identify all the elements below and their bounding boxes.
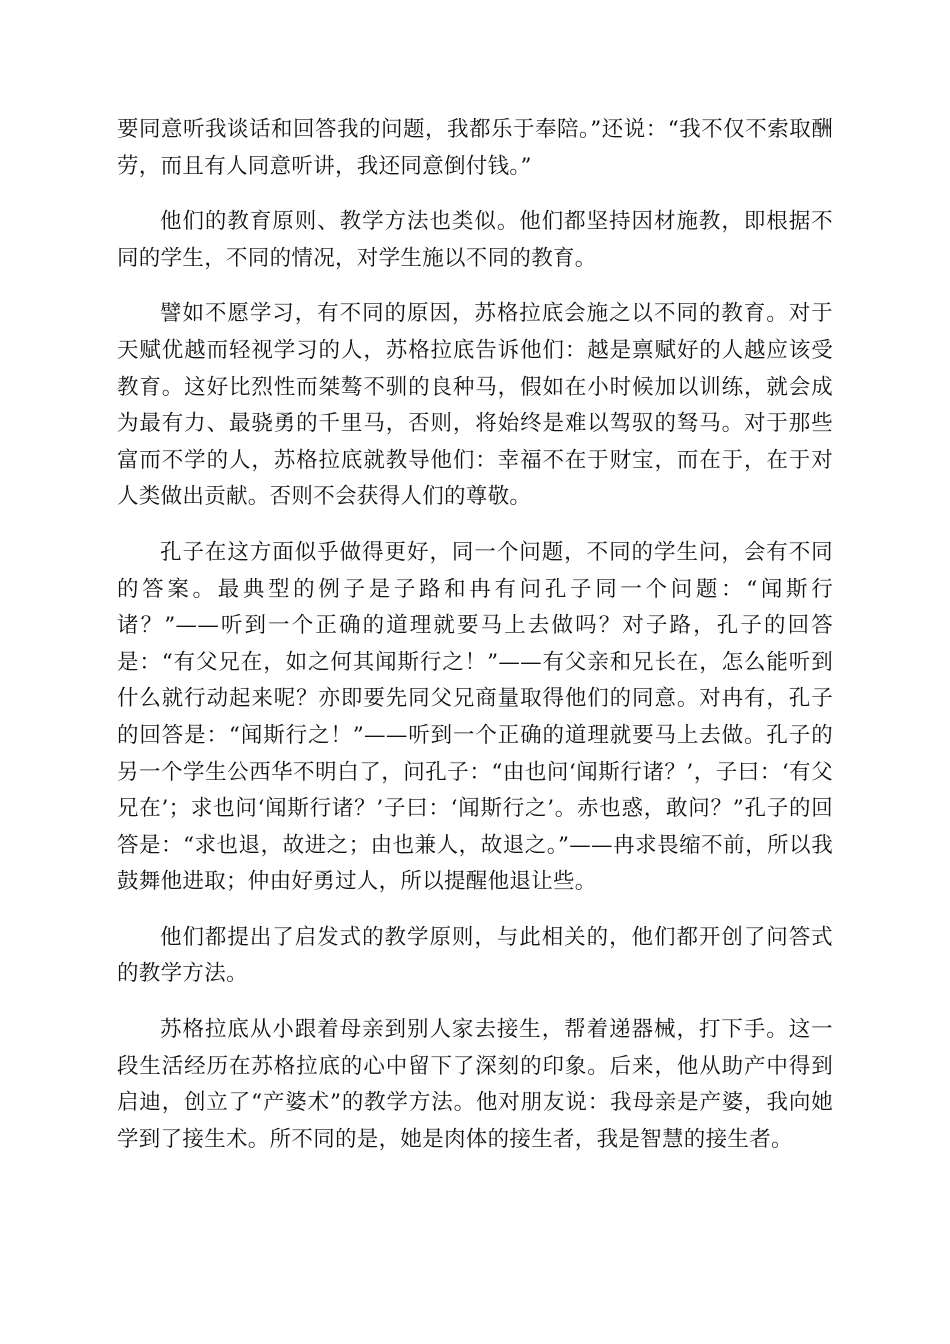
paragraph-2: 他们的教育原则、教学方法也类似。他们都坚持因材施教，即根据不同的学生，不同的情况，对学生施以不同的教育。: [117, 209, 833, 271]
paragraph-3: 譬如不愿学习，有不同的原因，苏格拉底会施之以不同的教育。对于天赋优越而轻视学习的人，苏格拉底告诉他们：越是禀赋好的人越应该受教育。这好比烈性而桀骜不驯的良种马，假如在小时候加以训练，就会成为最有力、最骁勇的千里马，否则，将始终是难以驾驭的驽马。对于那些富而不学的人，苏格拉底就教导他们：幸福不在于财宝，而在于，在于对人类做出贡献。否则不会获得人们的尊敬。: [117, 301, 833, 510]
paragraph-5: 他们都提出了启发式的教学原则，与此相关的，他们都开创了问答式的教学方法。: [117, 924, 833, 987]
paragraph-4: 孔子在这方面似乎做得更好，同一个问题，不同的学生问，会有不同的答案。最典型的例子是子路和冉有问孔子同一个问题：“闻斯行诸？”——听到一个正确的道理就要马上去做吗？对子路，孔子的回答是：“有父兄在，如之何其闻斯行之！”——有父亲和兄长在，怎么能听到什么就行动起来呢？亦即要先同父兄商量取得他们的同意。对冉有，孔子的回答是：“闻斯行之！”——听到一个正确的道理就要马上去做。孔子的另一个学生公西华不明白了，问孔子：“由也问‘闻斯行诸？’，子曰：‘有父兄在’；求也问‘闻斯行诸？’子曰：‘闻斯行之’。赤也惑，敢问？”孔子的回答是：“求也退，故进之；由也兼人，故退之。”——冉求畏缩不前，所以我鼓舞他进取；仲由好勇过人，所以提醒他退让些。: [117, 539, 833, 895]
paragraph-6: 苏格拉底从小跟着母亲到别人家去接生，帮着递器械，打下手。这一段生活经历在苏格拉底的心中留下了深刻的印象。后来，他从助产中得到启迪，创立了“产婆术”的教学方法。他对朋友说：我母亲是产婆，我向她学到了接生术。所不同的是，她是肉体的接生者，我是智慧的接生者。: [117, 1017, 833, 1152]
paragraph-1: 要同意听我谈话和回答我的问题，我都乐于奉陪。”还说：“我不仅不索取酬劳，而且有人同意听讲，我还同意倒付钱。”: [117, 117, 833, 179]
document-page: [117, 112, 833, 1177]
